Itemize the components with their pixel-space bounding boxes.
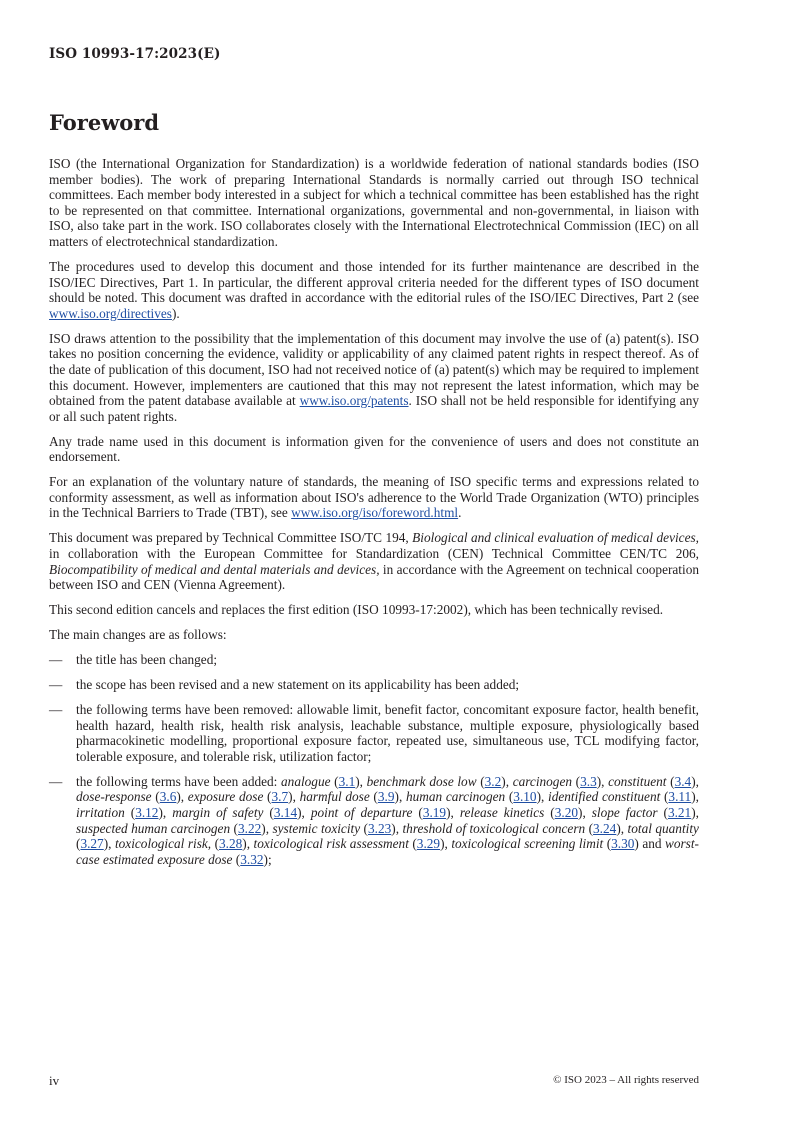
document-id-header: ISO 10993-17:2023(E) [49, 46, 221, 62]
paragraph-text: The procedures used to develop this document and those intended for its further maintenance are described in the ISO/IEC Directives, Part 1. In particular, the different approval criteria needed for the different types of ISO document should be noted. This document was drafted in accordance with the editorial rules of the ISO/IEC Directives, Part 2 (see [49, 258, 699, 306]
term-separator: , [398, 789, 406, 805]
term-name: harmful dose [299, 789, 370, 805]
term-separator: , [301, 805, 311, 821]
page-title: Foreword [49, 110, 160, 135]
term-separator: , [444, 836, 452, 852]
term-separator: , [246, 836, 254, 852]
term-separator: , [450, 805, 460, 821]
term-separator: , [505, 773, 513, 789]
paragraph-text: in accordance with the Agreement on technical cooperation between ISO and CEN (Vienna Agreement). [49, 561, 699, 593]
paragraph-text: This document was prepared by Technical Committee ISO/TC 194, [49, 530, 413, 546]
term-name: systemic toxicity [272, 820, 361, 836]
term-name: toxicological screening limit [451, 836, 604, 852]
term-name: suspected human carcinogen [76, 820, 231, 836]
term-clause-link[interactable]: 3.22 [237, 820, 262, 836]
term-separator: , [541, 789, 549, 805]
term-separator: , [695, 789, 699, 805]
dash-bullet: — [49, 652, 63, 668]
directives-link[interactable]: www.iso.org/directives [49, 305, 172, 321]
paragraph [49, 331, 699, 425]
term-separator: , [601, 773, 609, 789]
term-separator: , [395, 820, 403, 836]
list-item-end: ; [267, 851, 272, 867]
term-clause-link[interactable]: 3.14 [273, 805, 298, 821]
paragraph [49, 156, 699, 250]
term-separator: , [162, 805, 173, 821]
foreword-link[interactable]: www.iso.org/iso/foreword.html [291, 505, 459, 521]
term-clause-link[interactable]: 3.21 [667, 805, 692, 821]
committee-title: Biocompatibility of medical and dental materials and devices, [49, 561, 380, 577]
paragraph-text: The main changes are as follows: [49, 627, 227, 643]
list-item [49, 774, 699, 868]
term-separator: , [359, 773, 367, 789]
term-separator: , [695, 805, 699, 821]
term-separator: , [292, 789, 300, 805]
term-name: dose-response [76, 789, 152, 805]
paragraph [49, 259, 699, 321]
term-clause-link[interactable]: 3.7 [271, 789, 289, 805]
dash-bullet: — [49, 773, 63, 789]
term-name: release kinetics [459, 805, 545, 821]
paragraph [49, 474, 699, 521]
term-clause-link[interactable]: 3.29 [416, 836, 441, 852]
term-clause-link[interactable]: 3.1 [338, 773, 356, 789]
term-name: constituent [608, 773, 667, 789]
paragraph-text: For an explanation of the voluntary nature of standards, the meaning of ISO specific terms and expressions related to conformity assessment, as well as information about ISO's adherence to the World Trade Organization (WTO) principles in the Technical Barriers to Trade (TBT), see [49, 474, 699, 521]
committee-title: Biological and clinical evaluation of medical devices, [412, 530, 699, 546]
paragraph-text: This second edition cancels and replaces the first edition (ISO 10993-17:2002), which has been technically revised. [49, 602, 664, 618]
term-clause-link[interactable]: 3.23 [367, 820, 392, 836]
paragraph [49, 627, 699, 643]
term-name: point of departure [310, 805, 413, 821]
term-clause-link[interactable]: 3.3 [580, 773, 597, 789]
list-item-text: the title has been changed; [76, 652, 218, 668]
paragraph-text: ISO draws attention to the possibility that the implementation of this document may involve the use of (a) patent(s). ISO takes no position concerning the evidence, validity or applicability of any claimed patent rights in respect thereof. As of the date of publication of this document, ISO had not received notice of (a) patent(s) which may be required to implement this document. However, implementers are cautioned that this may not represent the latest information, which may be obtained from the patent database available at [49, 330, 699, 409]
term-clause-link[interactable]: 3.10 [513, 789, 537, 805]
term-separator: , [180, 789, 188, 805]
term-separator: , [108, 836, 115, 852]
term-name: slope factor [591, 805, 658, 821]
term-name: worst-case estimated exposure dose [76, 836, 699, 867]
paragraph-text: . ISO shall not be held responsible for identifying any or all such patent rights. [49, 393, 699, 424]
term-clause-link[interactable]: 3.11 [668, 789, 692, 805]
copyright-notice: © ISO 2023 – All rights reserved [553, 1074, 699, 1086]
paragraph [49, 530, 699, 592]
term-name: irritation [76, 805, 125, 821]
term-name: margin of safety [172, 805, 264, 821]
term-name: exposure dose [187, 789, 264, 805]
list-item-intro: the following terms have been added: [76, 773, 282, 789]
patents-link[interactable]: www.iso.org/patents [299, 393, 409, 409]
term-separator: , [265, 820, 273, 836]
paragraph [49, 602, 699, 618]
term-clause-link[interactable]: 3.19 [422, 805, 447, 821]
term-clause-link[interactable]: 3.9 [377, 789, 395, 805]
paragraph-text: Any trade name used in this document is information given for the convenience of users and does not constitute an endorsement. [49, 433, 699, 465]
paragraph-text: ). [171, 305, 180, 321]
term-clause-link[interactable]: 3.20 [554, 805, 578, 821]
term-name: analogue [281, 773, 331, 789]
dash-bullet: — [49, 702, 63, 718]
paragraph-text: ISO (the International Organization for Standardization) is a worldwide federation of national standards bodies (ISO member bodies). The work of preparing International Standards is normally carried out through ISO technical committees. Each member body interested in a subject for which a technical committee has been established has the right to be represented on that committee. International organizations, governmental and non-governmental, in liaison with ISO, also take part in the work. ISO collaborates closely with the International Electrotechnical Commission (IEC) on all matters of electrotechnical standardization. [49, 156, 699, 249]
list-item-text: the scope has been revised and a new statement on its applicability has been added; [76, 677, 520, 693]
term-name: benchmark dose low [366, 773, 477, 789]
dash-bullet: — [49, 677, 63, 693]
term-separator: , [695, 773, 699, 789]
term-clause-link[interactable]: 3.27 [80, 836, 104, 852]
list-item [49, 677, 699, 693]
term-name: threshold of toxicological concern [402, 820, 586, 836]
paragraph-text: in collaboration with the European Committee for Standardization (CEN) Technical Committee CEN/TC 206, [49, 546, 699, 562]
term-name: carcinogen [512, 773, 573, 789]
added-terms-text [76, 774, 699, 868]
term-name: toxicological risk assessment [253, 836, 409, 852]
term-name: identified constituent [548, 789, 661, 805]
term-separator: , [582, 805, 592, 821]
term-separator: and [638, 836, 665, 852]
term-clause-link[interactable]: 3.12 [135, 805, 159, 821]
term-name: toxicological risk, [114, 836, 212, 852]
term-name: human carcinogen [405, 789, 506, 805]
paragraph-text: . [458, 505, 462, 521]
term-clause-link[interactable]: 3.2 [484, 773, 502, 789]
term-clause-link[interactable]: 3.6 [159, 789, 177, 805]
page-number: iv [49, 1073, 60, 1088]
list-item [49, 702, 699, 764]
term-separator: , [620, 820, 628, 836]
foreword-body [49, 156, 699, 877]
term-name: total quantity [627, 820, 699, 836]
term-clause-link[interactable]: 3.30 [611, 836, 635, 852]
list-item-text: the following terms have been removed: allowable limit, benefit factor, concomitant exposure factor, health benefit, health hazard, health risk, health risk analysis, leachable substance, multiple exposure, physiologically based pharmacokinetic modelling, proportional exposure factor, repeated use, simultaneous use, TCL modifying factor, tolerable exposure, and tolerable risk, utilization factor; [76, 702, 699, 764]
term-clause-link[interactable]: 3.4 [674, 773, 692, 789]
term-clause-link[interactable]: 3.28 [219, 836, 243, 852]
added-terms-list: analogue (3.1), benchmark dose low (3.2), carcinogen (3.3), constituent (3.4), dose-response (3.6), exposure dose (3.7), harmful dose (3.9), human carcinogen (3.10), identified constituent (3.11), irritation (3.12), margin of safety (3.14), point of departure (3.19), release kinetics (3.20), slope factor (3.21), suspected human carcinogen (3.22), systemic toxicity (3.23), threshold of toxicological concern (3.24), total quantity (3.27), toxicological risk, (3.28), toxicological risk assessment (3.29), toxicological screening limit (3.30) and worst-case estimated exposure dose (3.32) [76, 773, 699, 867]
term-clause-link[interactable]: 3.24 [593, 820, 617, 836]
list-item [49, 652, 699, 668]
term-clause-link[interactable]: 3.32 [240, 851, 264, 867]
paragraph [49, 434, 699, 465]
